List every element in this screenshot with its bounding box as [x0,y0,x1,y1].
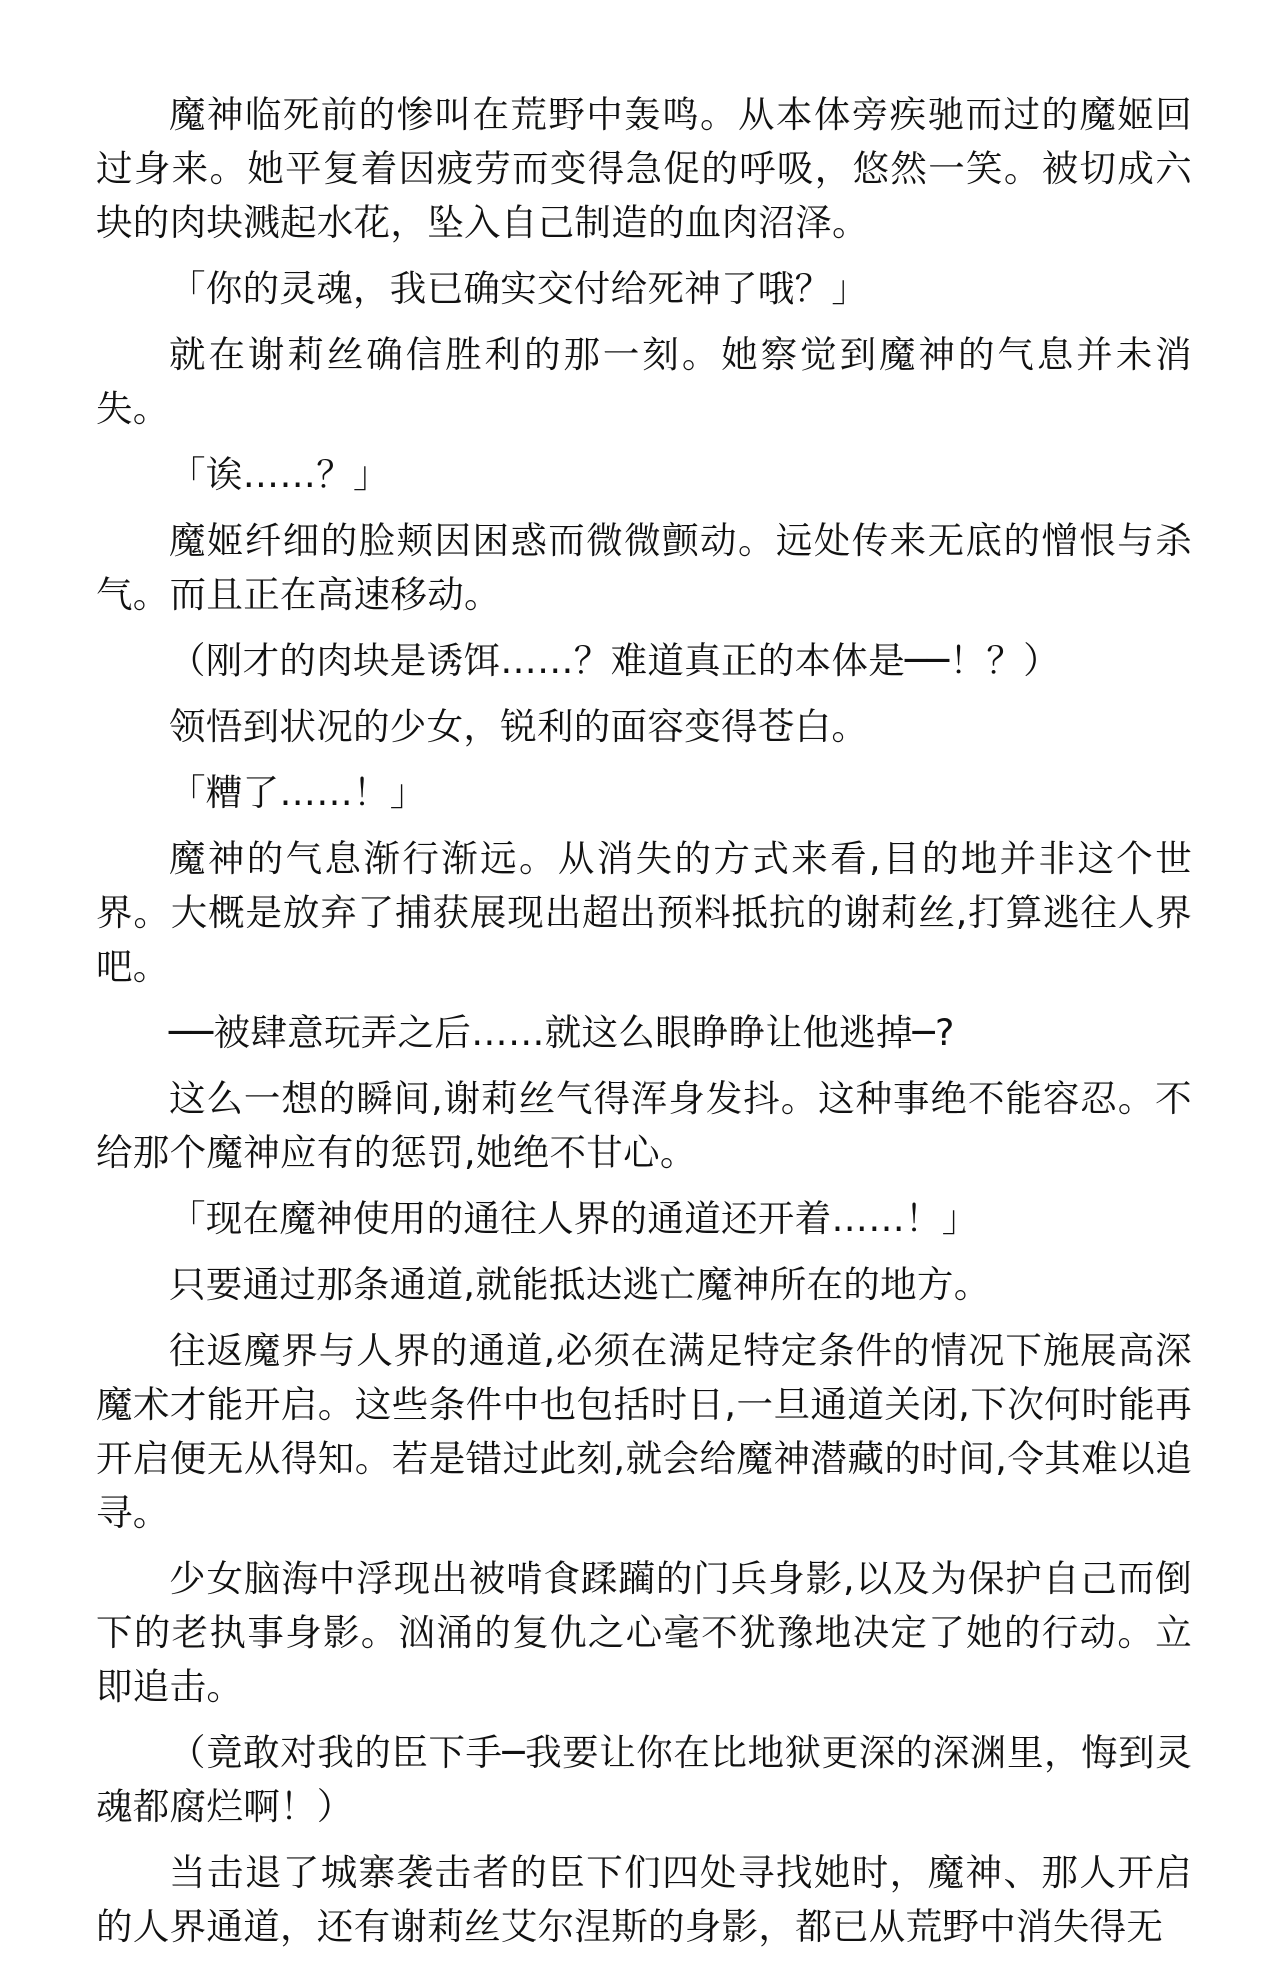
paragraph-13: 只要通过那条通道,就能抵达逃亡魔神所在的地方。 [169,1263,991,1306]
paragraph-5: 魔姬纤细的脸颊因困惑而微微颤动。远处传来无底的憎恨与杀气。而且正在高速移动。 [96,519,1192,616]
paragraph-8: 「糟了……！」 [169,771,427,814]
paragraph-15: 少女脑海中浮现出被啃食蹂躏的门兵身影,以及为保护自己而倒下的老执事身影。汹涌的复仇之心毫不犹豫地决定了她的行动。立即追击。 [96,1557,1192,1708]
paragraph-11: 这么一想的瞬间,谢莉丝气得浑身发抖。这种事绝不能容忍。不给那个魔神应有的惩罚,她绝不甘心。 [96,1077,1192,1174]
paragraph-7: 领悟到状况的少女，锐利的面容变得苍白。 [169,705,869,748]
document-page [96,88,1192,1966]
paragraph-6: （刚才的肉块是诱饵……？难道真正的本体是──！？） [169,639,1060,682]
paragraph-17: 当击退了城寨袭击者的臣下们四处寻找她时，魔神、那人开启的人界通道，还有谢莉丝艾尔涅斯的身影，都已从荒野中消失得无 [96,1851,1192,1948]
paragraph-16: （竟敢对我的臣下手─我要让你在比地狱更深的深渊里，悔到灵魂都腐烂啊！） [96,1731,1192,1828]
paragraph-14: 往返魔界与人界的通道,必须在满足特定条件的情况下施展高深魔术才能开启。这些条件中也包括时日,一旦通道关闭,下次何时能再开启便无从得知。若是错过此刻,就会给魔神潜藏的时间,令其难以追寻。 [96,1329,1192,1534]
paragraph-9: 魔神的气息渐行渐远。从消失的方式来看,目的地并非这个世界。大概是放弃了捕获展现出超出预料抵抗的谢莉丝,打算逃往人界吧。 [96,837,1192,988]
paragraph-10: ──被肆意玩弄之后……就这么眼睁睁让他逃掉─? [169,1011,955,1054]
paragraph-1: 魔神临死前的惨叫在荒野中轰鸣。从本体旁疾驰而过的魔姬回过身来。她平复着因疲劳而变得急促的呼吸，悠然一笑。被切成六块的肉块溅起水花，坠入自己制造的血肉沼泽。 [96,93,1192,244]
paragraph-4: 「诶……？」 [169,453,390,496]
paragraph-12: 「现在魔神使用的通往人界的通道还开着……！」 [169,1197,979,1240]
paragraph-2: 「你的灵魂，我已确实交付给死神了哦？」 [169,267,869,310]
paragraph-3: 就在谢莉丝确信胜利的那一刻。她察觉到魔神的气息并未消失。 [96,333,1192,430]
